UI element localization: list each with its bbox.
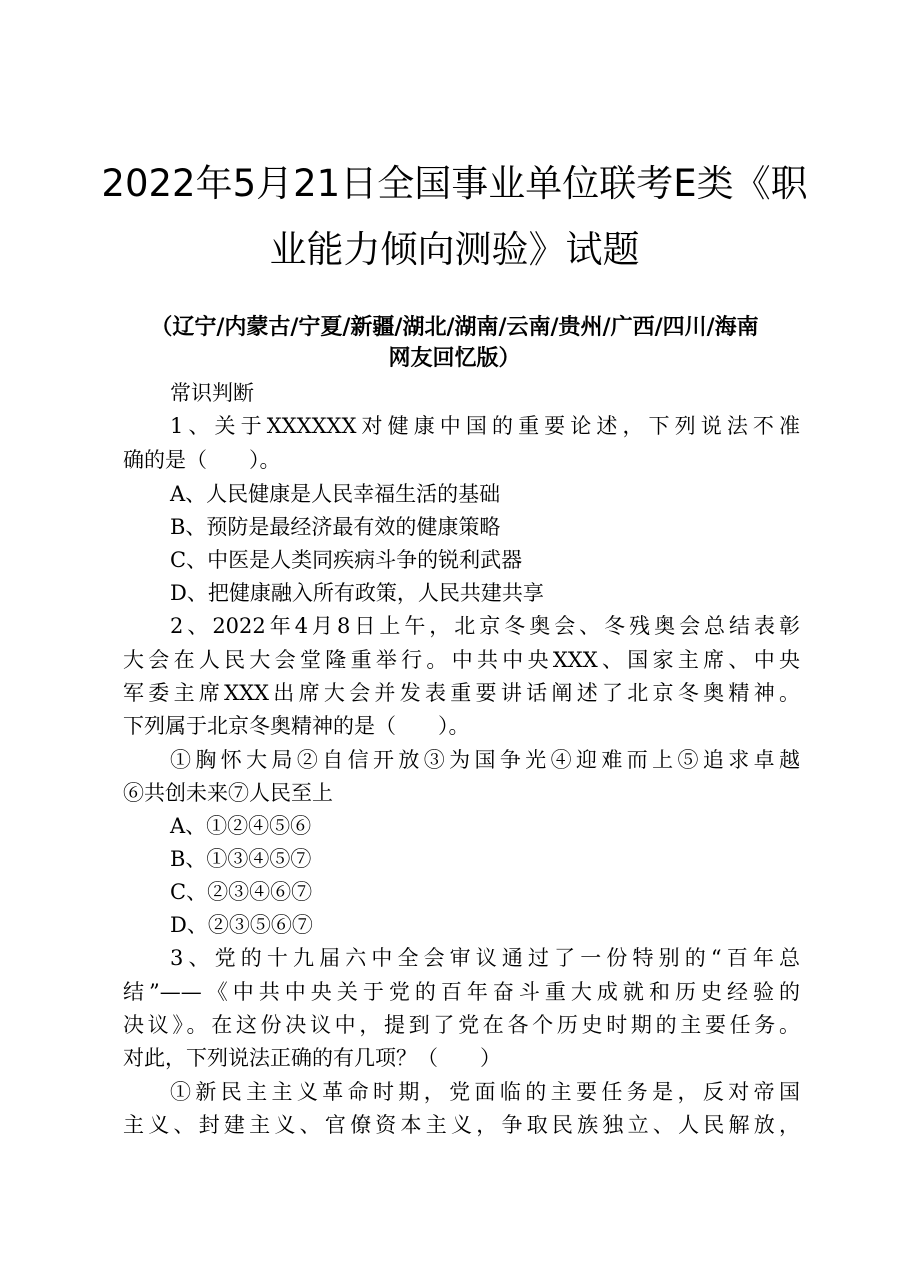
section-heading: 常识判断 (170, 381, 254, 405)
document-subtitle-line-1: （辽宁/内蒙古/宁夏/新疆/湖北/湖南/云南/贵州/广西/四川/海南 (150, 314, 759, 340)
question-2-stem-line-2: 大会在人民大会堂隆重举行。中共中央XXX、国家主席、中央 (123, 648, 800, 672)
question-3-stem-line-4: 对此，下列说法正确的有几项？（ ） (123, 1046, 501, 1070)
question-3-statement-line-1: ①新民主主义革命时期，党面临的主要任务是，反对帝国 (170, 1080, 800, 1104)
question-1-stem-line-2: 确的是（ ）。 (123, 448, 281, 472)
question-1-option-d: D、把健康融入所有政策，人民共建共享 (170, 581, 544, 605)
question-1-option-b: B、预防是最经济最有效的健康策略 (170, 515, 501, 539)
question-2-statements-line-1: ①胸怀大局②自信开放③为国争光④迎难而上⑤追求卓越 (170, 748, 800, 772)
question-2-stem-line-4: 下列属于北京冬奥精神的是（ ）。 (123, 714, 470, 738)
question-2-stem-line-1: 2、2022年4月8日上午，北京冬奥会、冬残奥会总结表彰 (170, 614, 800, 638)
question-2-stem-line-3: 军委主席XXX出席大会并发表重要讲话阐述了北京冬奥精神。 (123, 681, 800, 705)
question-3-stem-line-1: 3、党的十九届六中全会审议通过了一份特别的“百年总 (170, 946, 800, 970)
question-2-statements-line-2: ⑥共创未来⑦人民至上 (123, 781, 333, 805)
question-2-option-c: C、②③④⑥⑦ (170, 880, 313, 904)
question-2-option-d: D、②③⑤⑥⑦ (170, 913, 313, 937)
question-1-option-c: C、中医是人类同疾病斗争的锐利武器 (170, 548, 523, 572)
document-title-line-2: 业能力倾向测验》试题 (269, 228, 640, 271)
document-subtitle-line-2: 网友回忆版） (388, 345, 521, 371)
question-3-stem-line-2: 结”——《中共中央关于党的百年奋斗重大成就和历史经验的 (123, 980, 800, 1004)
question-3-stem-line-3: 决议》。在这份决议中，提到了党在各个历史时期的主要任务。 (123, 1013, 800, 1037)
question-1-option-a: A、人民健康是人民幸福生活的基础 (170, 482, 501, 506)
question-2-option-a: A、①②④⑤⑥ (170, 814, 312, 838)
question-1-stem-line-1: 1、关于XXXXXX对健康中国的重要论述，下列说法不准 (170, 414, 800, 438)
document-title-line-1: 2022年5月21日全国事业单位联考E类《职 (101, 162, 808, 205)
question-3-statement-line-2: 主义、封建主义、官僚资本主义，争取民族独立、人民解放， (123, 1113, 800, 1137)
question-2-option-b: B、①③④⑤⑦ (170, 847, 312, 871)
